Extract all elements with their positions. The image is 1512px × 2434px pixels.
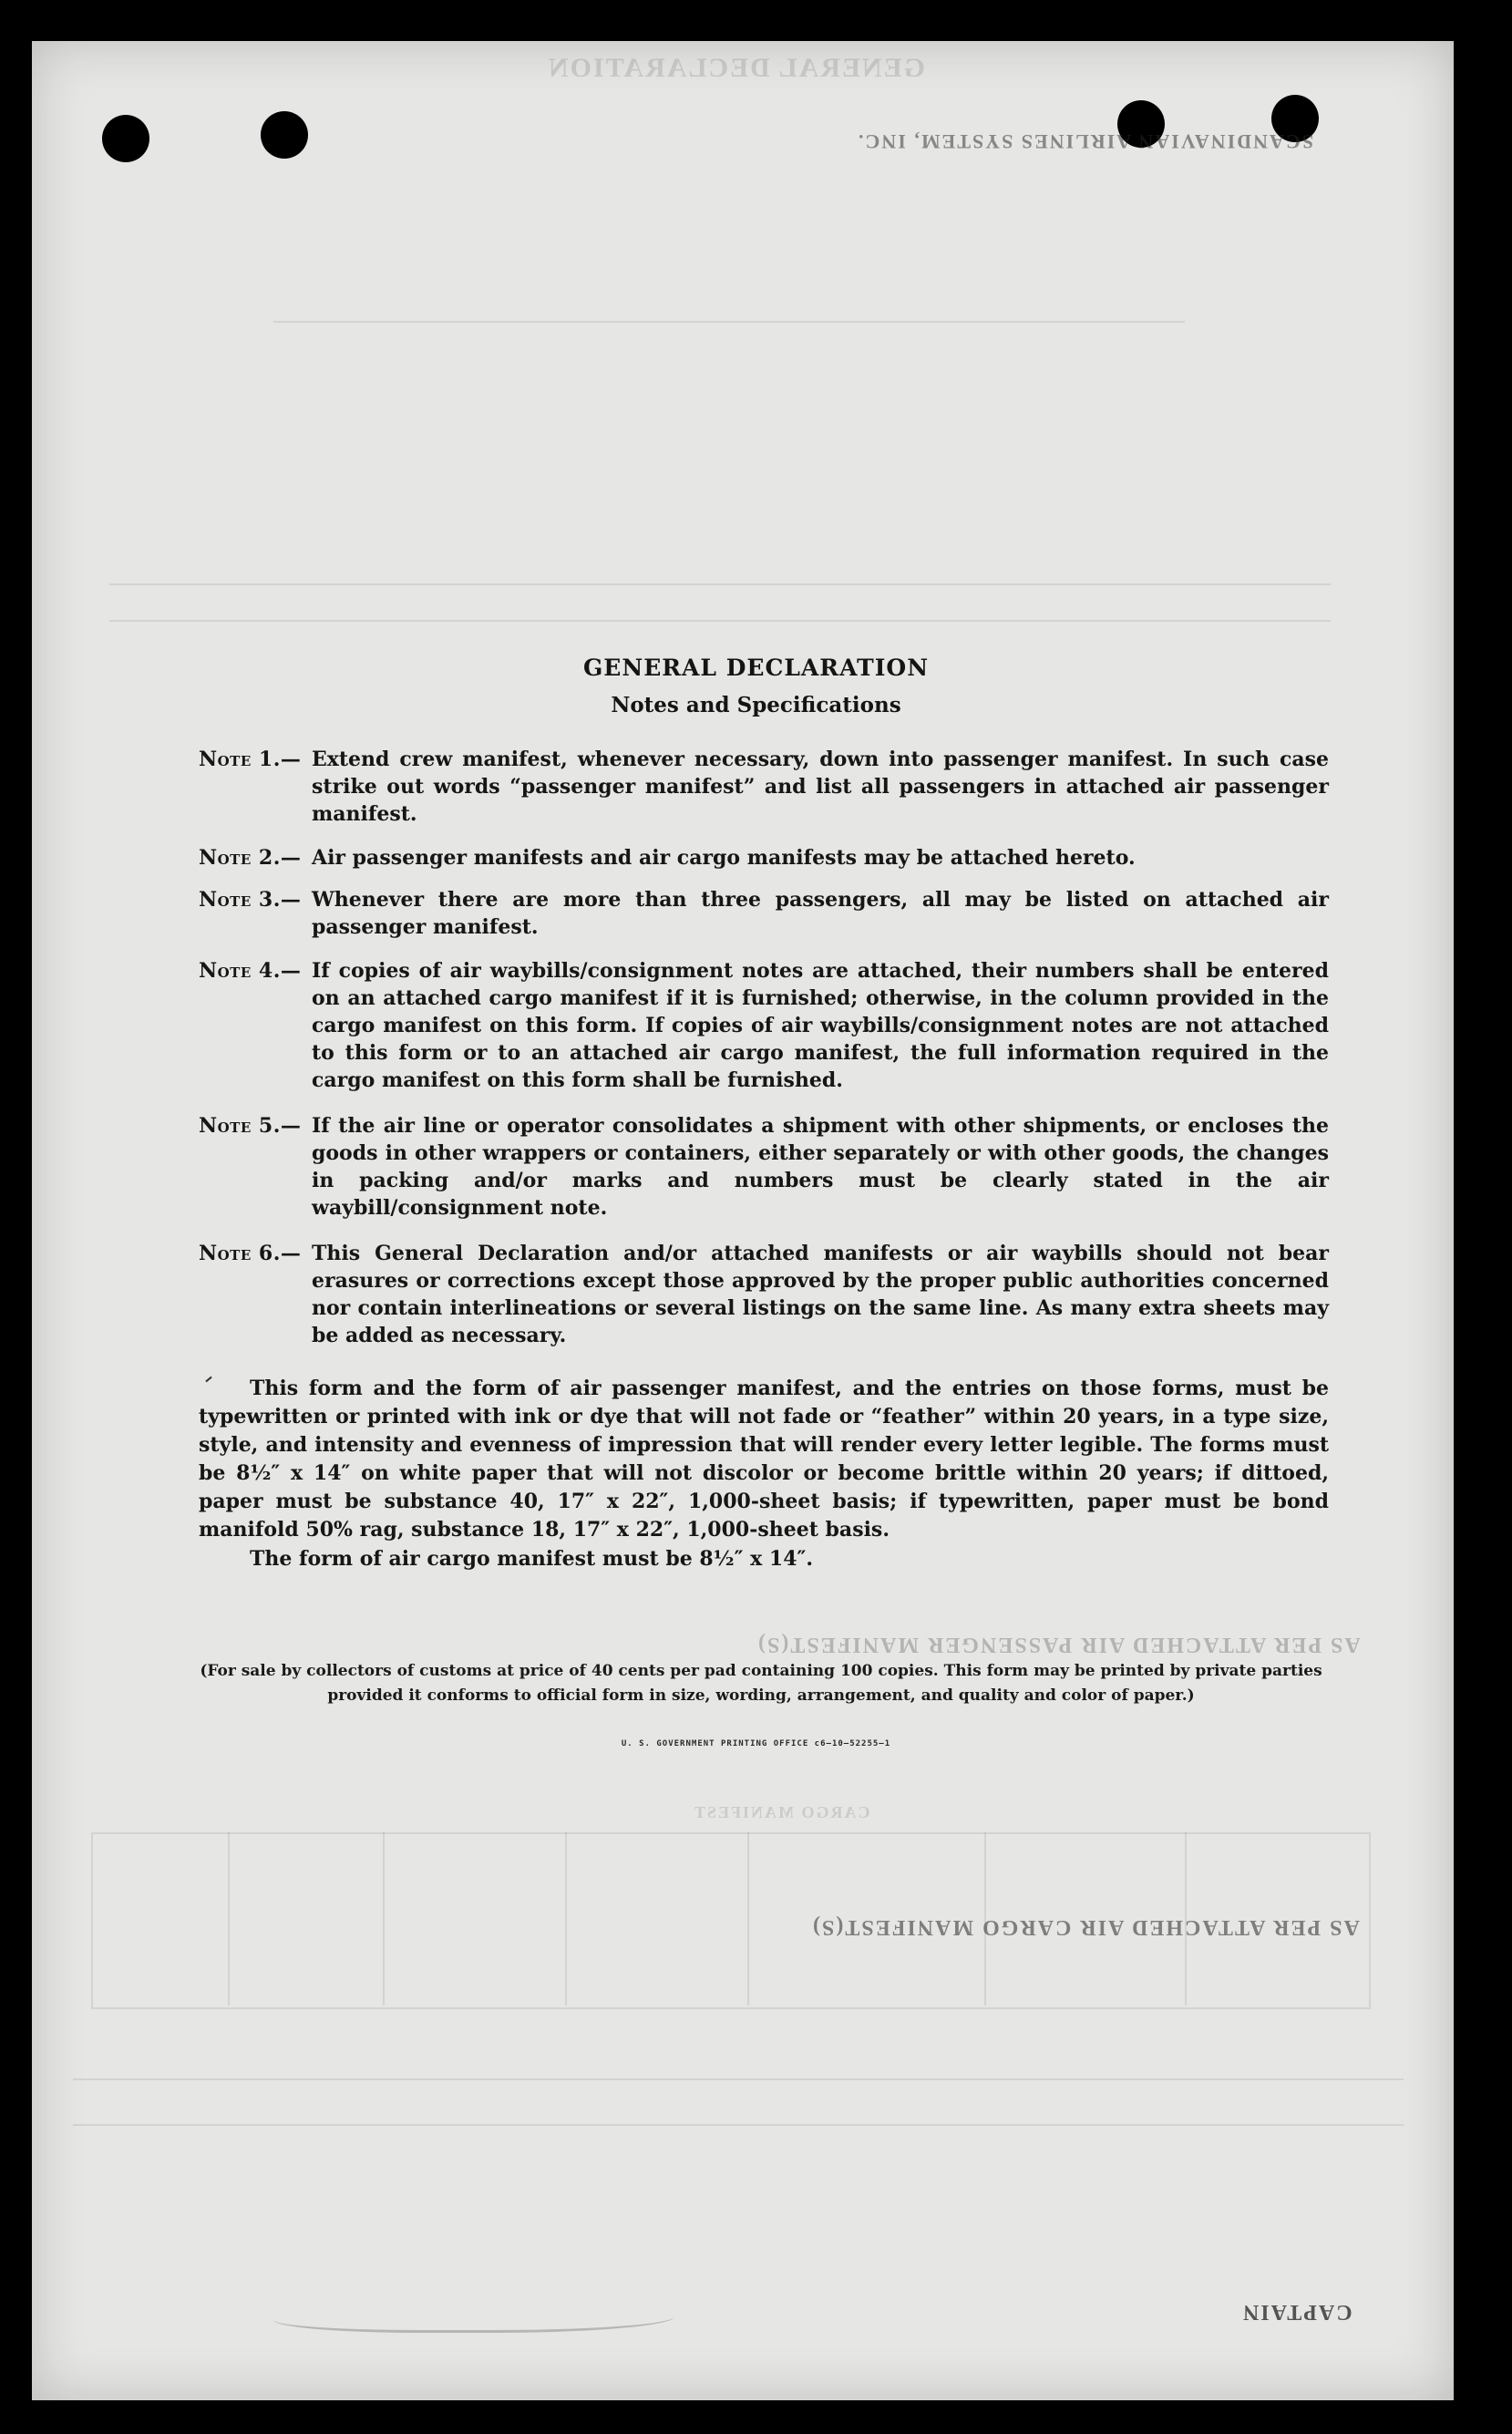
bleed-rule [73, 2078, 1404, 2080]
printer-imprint: U. S. GOVERNMENT PRINTING OFFICE c6—10—52255—1 [621, 1739, 891, 1748]
note-1 [199, 746, 1329, 828]
page-subtitle: Notes and Specifications [611, 693, 901, 717]
note-6 [199, 1240, 1329, 1349]
bleed-table-column [747, 1832, 749, 2006]
bleed-captain: CAPTAIN [1241, 2300, 1353, 2324]
bleed-rule [273, 321, 1185, 323]
punch-hole-left [102, 115, 149, 162]
note-3 [199, 886, 1329, 941]
bleed-header-title: GENERAL DECLARATION [547, 53, 926, 83]
note-label: Note 4.— [199, 959, 302, 983]
form-specification-paragraph: This form and the form of air passenger manifest, and the entries on those forms, must be typewritten or printed with ink or dye that will not fade or “feather” within 20 years, in a type size, style, and intensity and evenness of impression that will render every letter legible. The forms must be 8½″ x 14″ on white paper that will not discolor or become brittle within 20 years; if dittoed, paper must be substance 40, 17″ x 22″, 1,000-sheet basis; if typewritten, paper must be bond manifold 50% rag, substance 18, 17″ x 22″, 1,000-sheet basis. [199, 1377, 1329, 1542]
punch-hole-center-left [261, 111, 308, 159]
bleed-airline-name: SCANDINAVIAN AIRLINES SYSTEM, INC. [857, 130, 1313, 153]
bleed-table-column [228, 1832, 230, 2006]
note-2 [199, 844, 1329, 871]
bleed-table-column [565, 1832, 567, 2006]
bleed-passenger-stamp: AS PER ATTACHED AIR PASSENGER MANIFEST(S) [756, 1633, 1361, 1656]
bleed-cargo-heading: CARGO MANIFEST [693, 1803, 870, 1821]
bleed-table-column [984, 1832, 986, 2006]
note-text: If the air line or operator consolidates a shipment with other shipments, or encloses the goods in other wrappers or containers, either separately or with other goods, the changes in packing and/or marks and numbers must be clearly stated in the air waybill/consignment note. [312, 1114, 1329, 1220]
bleed-rule [109, 583, 1331, 585]
bleed-rule [73, 2124, 1404, 2126]
note-text: This General Declaration and/or attached manifests or air waybills should not bear erasures or corrections except those approved by the proper public authorities concerned nor contain interlineations or several listings on the same line. As many extra sheets may be added as necessary. [312, 1242, 1329, 1347]
bleed-table [91, 1832, 1371, 2009]
note-label: Note 2.— [199, 846, 302, 870]
note-label: Note 1.— [199, 748, 302, 771]
bleed-cargo-stamp: AS PER ATTACHED AIR CARGO MANIFEST(S) [811, 1915, 1360, 1939]
note-label: Note 3.— [199, 888, 302, 912]
note-text: If copies of air waybills/consignment notes are attached, their numbers shall be entered on an attached cargo manifest if it is furnished; otherwise, in the column provided in the cargo manifest on this form. If copies of air waybills/consignment notes are not attached to this form or to an attached air cargo manifest, the full information required in the cargo manifest on this form shall be furnished. [312, 959, 1329, 1092]
note-text: Air passenger manifests and air cargo manifests may be attached hereto. [312, 846, 1136, 870]
sale-notice: (For sale by collectors of customs at price of 40 cents per pad containing 100 copies. This form may be printed by private parties provided it conforms to official form in size, wording, arrangement, and quality and color of paper.) [200, 1662, 1322, 1705]
bleed-table-column [1185, 1832, 1187, 2006]
page-title: GENERAL DECLARATION [582, 655, 930, 681]
note-text: Extend crew manifest, whenever necessary, down into passenger manifest. In such case strike out words “passenger manifest” and list all passengers in attached air passenger manifest. [312, 748, 1329, 826]
cargo-manifest-size: The form of air cargo manifest must be 8½″ x 14″. [250, 1547, 813, 1571]
note-text: Whenever there are more than three passengers, all may be listed on attached air passenger manifest. [312, 888, 1329, 939]
note-label: Note 6.— [199, 1242, 302, 1265]
bleed-signature [273, 2297, 674, 2333]
bleed-table-column [383, 1832, 385, 2006]
note-label: Note 5.— [199, 1114, 302, 1138]
note-4 [199, 957, 1329, 1094]
bleed-rule [109, 620, 1331, 622]
note-5 [199, 1112, 1329, 1222]
